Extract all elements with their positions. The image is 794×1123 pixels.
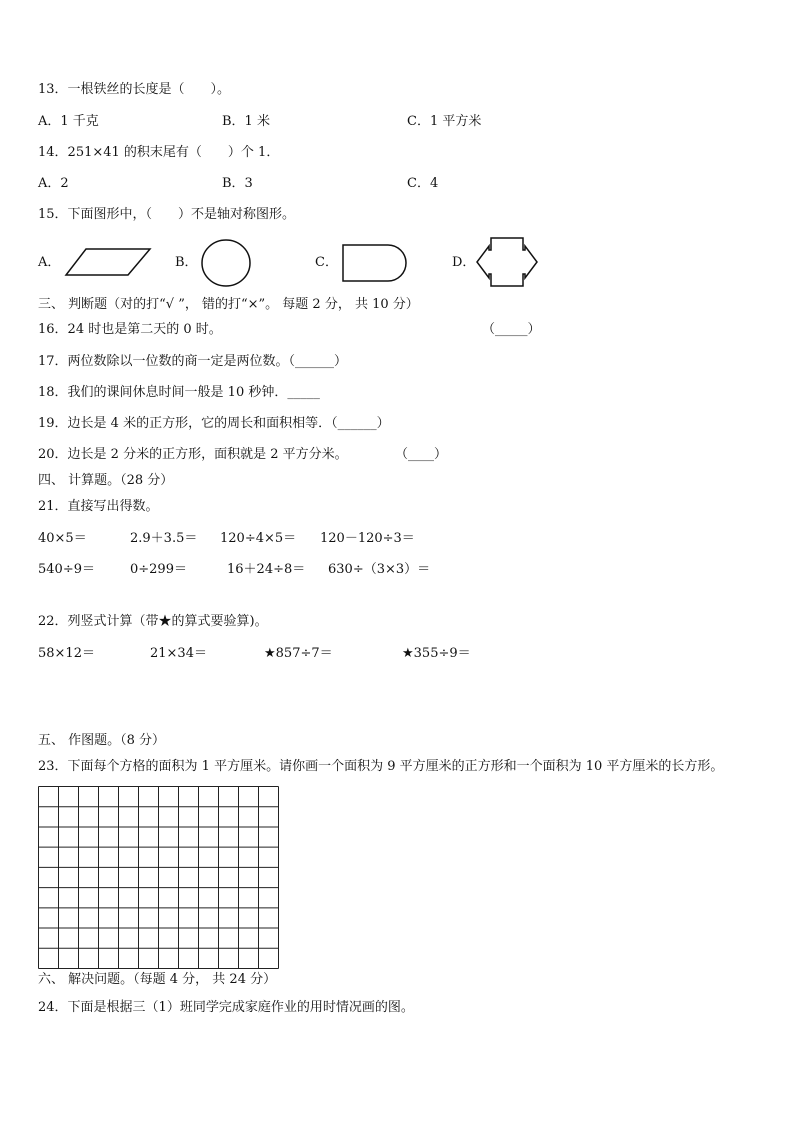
q14-option-b[interactable]: B．3 — [222, 176, 253, 191]
q15-option-a[interactable]: A． — [38, 255, 61, 270]
section3-header: 三、 判断题（对的打“√ ”， 错的打“×”。 每题 2 分， 共 10 分） — [38, 297, 419, 312]
q22-expr: ★857÷7＝ — [264, 646, 333, 661]
q24-text: 24．下面是根据三（1）班同学完成家庭作业的用时情况画的图。 — [38, 1000, 414, 1015]
q13-option-b[interactable]: B．1 米 — [222, 114, 270, 129]
q22-expr: 21×34＝ — [150, 646, 207, 661]
q14-option-c[interactable]: C．4 — [407, 176, 439, 191]
section6-header: 六、 解决问题。（每题 4 分， 共 24 分） — [38, 972, 277, 987]
section5-header: 五、 作图题。（8 分） — [38, 733, 166, 748]
q16-answer-blank[interactable]: （_____） — [482, 322, 541, 337]
q15-stem: 15．下面图形中，（ ）不是轴对称图形。 — [38, 207, 296, 222]
rounded-rect-icon — [340, 243, 410, 283]
q13-option-c[interactable]: C．1 平方米 — [407, 114, 482, 129]
drawing-grid[interactable] — [38, 786, 279, 969]
q21-expr: 0÷299＝ — [130, 562, 187, 577]
q22-expr: 58×12＝ — [38, 646, 95, 661]
q21-expr: 120－120÷3＝ — [320, 531, 415, 546]
q15-option-c[interactable]: C． — [315, 255, 338, 270]
q13-option-a[interactable]: A．1 千克 — [38, 114, 99, 129]
q14-stem: 14．251×41 的积末尾有（ ）个 1． — [38, 145, 280, 160]
q21-expr: 40×5＝ — [38, 531, 87, 546]
q23-stem: 23．下面每个方格的面积为 1 平方厘米。请你画一个面积为 9 平方厘米的正方形和一个面积为 10 平方厘米的长方形。 — [38, 759, 724, 774]
parallelogram-icon — [64, 247, 154, 277]
q17-text: 17．两位数除以一位数的商一定是两位数。（______） — [38, 354, 348, 369]
q21-expr: 540÷9＝ — [38, 562, 95, 577]
q14-option-a[interactable]: A．2 — [38, 176, 69, 191]
q21-expr: 630÷（3×3）＝ — [328, 562, 431, 577]
q15-option-b[interactable]: B． — [175, 255, 198, 270]
q20-answer-blank[interactable]: （____） — [395, 447, 448, 462]
q21-expr: 16＋24÷8＝ — [227, 562, 306, 577]
q15-option-d[interactable]: D． — [452, 255, 476, 270]
q18-text: 18．我们的课间休息时间一般是 10 秒钟．_____ — [38, 385, 320, 400]
q21-expr: 120÷4×5＝ — [220, 531, 297, 546]
q19-text: 19．边长是 4 米的正方形，它的周长和面积相等．（______） — [38, 416, 390, 431]
circle-icon — [200, 238, 252, 288]
cross-arrow-icon — [475, 236, 539, 288]
q22-stem: 22．列竖式计算（带★的算式要验算)。 — [38, 614, 268, 629]
section4-header: 四、 计算题。（28 分） — [38, 473, 174, 488]
q22-expr: ★355÷9＝ — [402, 646, 471, 661]
q13-stem: 13．一根铁丝的长度是（ ）。 — [38, 82, 231, 97]
q21-expr: 2.9＋3.5＝ — [130, 531, 198, 546]
q16-text: 16．24 时也是第二天的 0 时。 — [38, 322, 222, 337]
q21-stem: 21．直接写出得数。 — [38, 499, 159, 514]
q20-text: 20．边长是 2 分米的正方形，面积就是 2 平方分米。 — [38, 447, 348, 462]
